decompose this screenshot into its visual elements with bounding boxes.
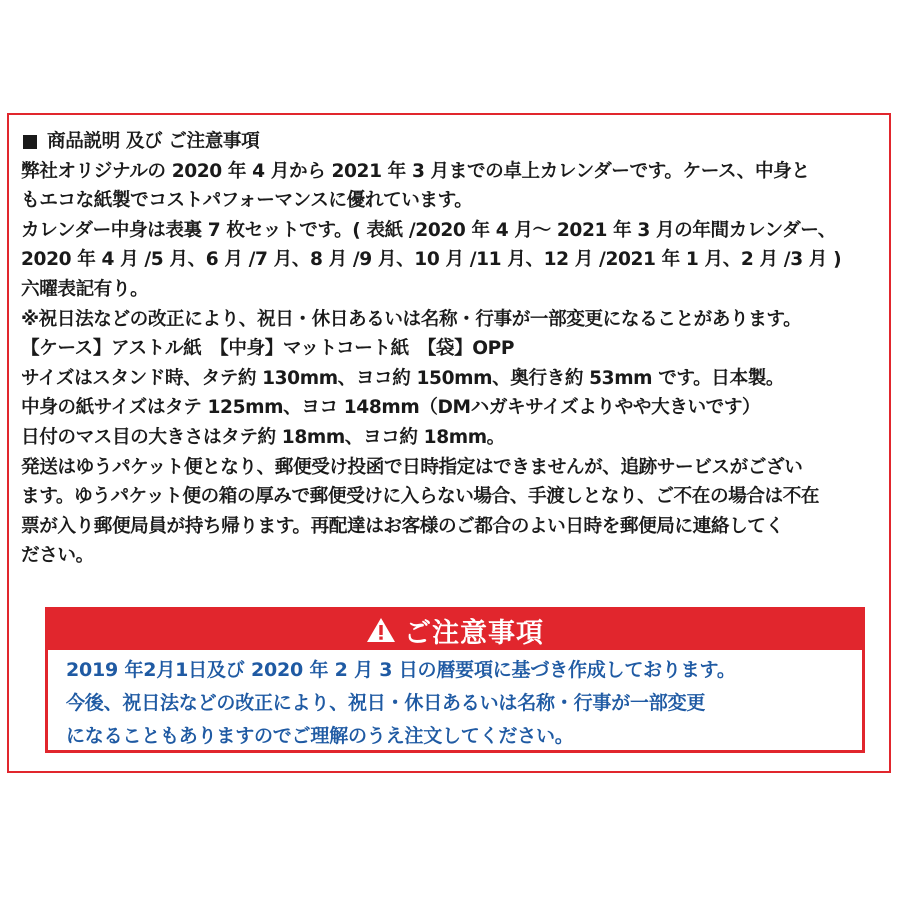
description-line: 中身の紙サイズはタテ 125mm、ヨコ 148mm（DMハガキサイズよりやや大きいです） [21, 397, 761, 419]
caution-line: 2019 年2月1日及び 2020 年 2 月 3 日の暦要項に基づき作成しております。 [66, 659, 736, 681]
description-line: 弊社オリジナルの 2020 年 4 月から 2021 年 3 月までの卓上カレンダーです。ケース、中身と [21, 160, 810, 182]
caution-line: になることもありますのでご理解のうえ注文してください。 [66, 725, 574, 747]
description-line: 【ケース】アストル紙 【中身】マットコート紙 【袋】OPP [21, 338, 515, 360]
description-line: 日付のマス目の大きさはタテ約 18mm、ヨコ約 18mm。 [21, 426, 505, 448]
caution-body [48, 650, 862, 753]
description-line: ※祝日法などの改正により、祝日・休日あるいは名称・行事が一部変更になることがあります。 [21, 308, 802, 330]
description-line: ます。ゆうパケット便の箱の厚みで郵便受けに入らない場合、手渡しとなり、ご不在の場合は不在 [21, 486, 820, 508]
description-line: 六曜表記有り。 [21, 278, 149, 300]
heading-text: 商品説明 及び ご注意事項 [47, 131, 260, 152]
caution-line: 今後、祝日法などの改正により、祝日・休日あるいは名称・行事が一部変更 [66, 692, 706, 714]
product-description [21, 127, 883, 571]
description-line: 発送はゆうパケット便となり、郵便受け投函で日時指定はできませんが、追跡サービスがござい [21, 456, 803, 478]
caution-header [48, 610, 862, 650]
description-heading [21, 127, 883, 157]
warning-icon [366, 616, 396, 644]
description-line: カレンダー中身は表裏 7 枚セットです。( 表紙 /2020 年 4 月～ 2021 年 3 月の年間カレンダー、 [21, 219, 836, 241]
caution-title: ご注意事項 [404, 617, 544, 649]
description-line: ださい。 [21, 545, 94, 567]
description-line: サイズはスタンド時、タテ約 130mm、ヨコ約 150mm、奥行き約 53mm です。日本製。 [21, 367, 785, 389]
description-line: 票が入り郵便局員が持ち帰ります。再配達はお客様のご都合のよい日時を郵便局に連絡してく [21, 515, 784, 537]
square-bullet-icon [23, 135, 37, 149]
description-line: 2020 年 4 月 /5 月、6 月 /7 月、8 月 /9 月、10 月 /11 月、12 月 /2021 年 1 月、2 月 /3 月 ) [21, 249, 842, 271]
description-line: もエコな紙製でコストパフォーマンスに優れています。 [21, 190, 473, 212]
product-info-frame [7, 113, 891, 773]
caution-box [45, 607, 865, 753]
